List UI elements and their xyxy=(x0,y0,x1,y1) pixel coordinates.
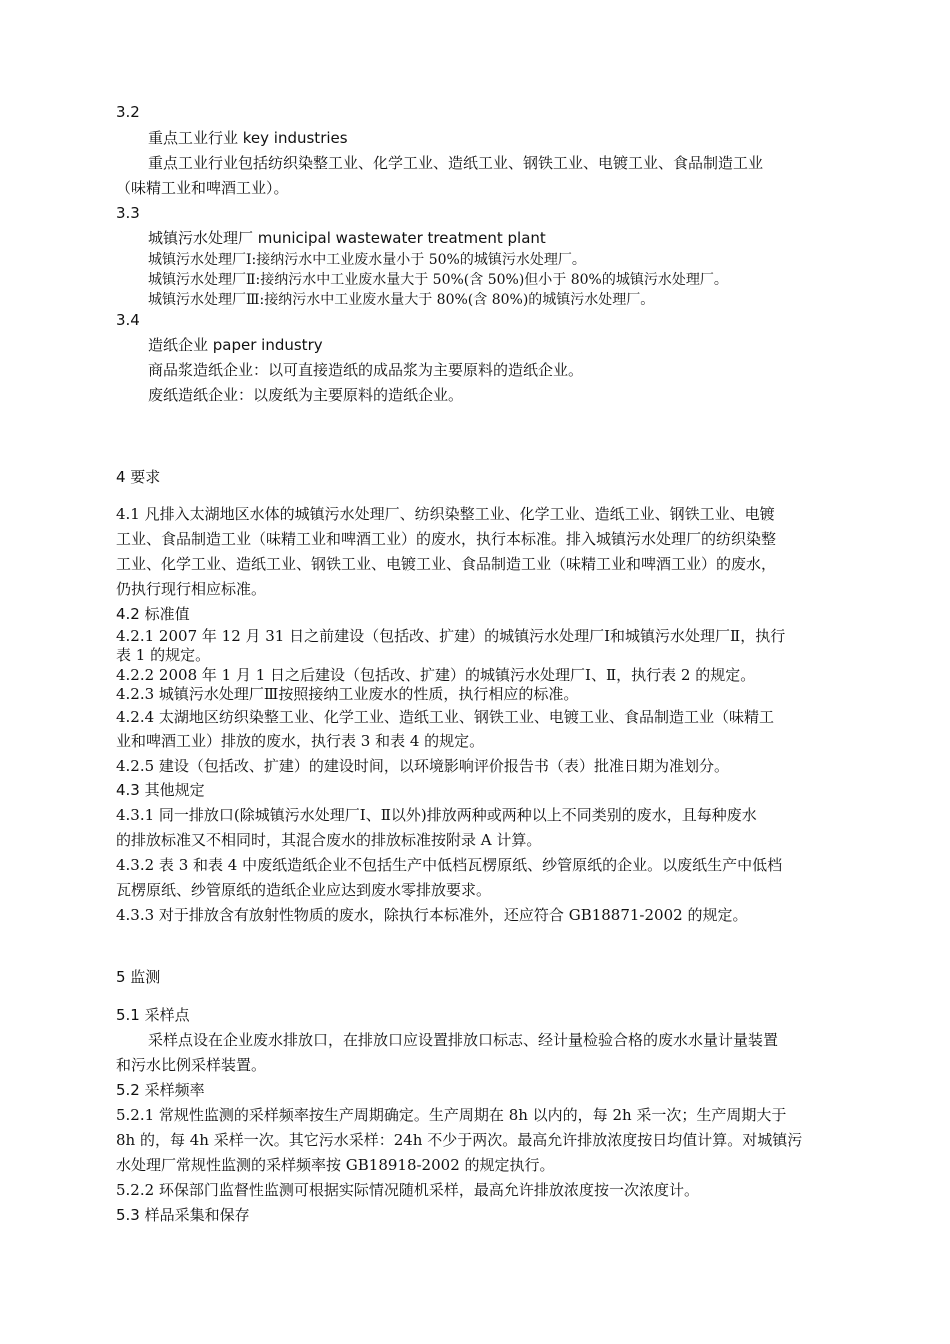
paragraph-line: 和污水比例采样装置。 xyxy=(116,1056,267,1074)
paragraph-line: 表 1 的规定。 xyxy=(116,646,211,664)
paragraph-line: 水处理厂常规性监测的采样频率按 GB18918-2002 的规定执行。 xyxy=(116,1156,555,1174)
paragraph-line: 4.2.4 太湖地区纺织染整工业、化学工业、造纸工业、钢铁工业、电镀工业、食品制造工业（味精工 xyxy=(116,708,774,726)
term-body-line: （味精工业和啤酒工业）。 xyxy=(116,179,289,197)
subsection-heading: 4.2 标准值 xyxy=(116,605,190,623)
paragraph-line: 采样点设在企业废水排放口，在排放口应设置排放口标志、经计量检验合格的废水水量计量装置 xyxy=(148,1031,779,1049)
term-body-line: 城镇污水处理厂Ⅰ:接纳污水中工业废水量小于 50%的城镇污水处理厂。 xyxy=(148,252,586,268)
paragraph-line: 5.2.2 环保部门监督性监测可根据实际情况随机采样，最高允许排放浓度按一次浓度计。 xyxy=(116,1181,699,1199)
paragraph-line: 4.1 凡排入太湖地区水体的城镇污水处理厂、纺织染整工业、化学工业、造纸工业、钢铁工业、电镀 xyxy=(116,505,775,523)
term-body-line: 商品浆造纸企业：以可直接造纸的成品浆为主要原料的造纸企业。 xyxy=(148,361,584,379)
paragraph-line: 4.3.1 同一排放口(除城镇污水处理厂Ⅰ、Ⅱ以外)排放两种或两种以上不同类别的废水，且每种废水 xyxy=(116,806,757,824)
paragraph-line: 5.2.1 常规性监测的采样频率按生产周期确定。生产周期在 8h 以内的，每 2h 采一次；生产周期大于 xyxy=(116,1106,787,1124)
paragraph-line: 的排放标准又不相同时，其混合废水的排放标准按附录 A 计算。 xyxy=(116,831,542,849)
paragraph-line: 4.2.3 城镇污水处理厂Ⅲ按照接纳工业废水的性质，执行相应的标准。 xyxy=(116,685,579,703)
paragraph-line: 瓦楞原纸、纱管原纸的造纸企业应达到废水零排放要求。 xyxy=(116,881,492,899)
term-body-line: 重点工业行业包括纺织染整工业、化学工业、造纸工业、钢铁工业、电镀工业、食品制造工业 xyxy=(148,154,764,172)
paragraph-line: 工业、食品制造工业（味精工业和啤酒工业）的废水，执行本标准。排入城镇污水处理厂的纺织染整 xyxy=(116,530,777,548)
term-body-line: 城镇污水处理厂Ⅱ:接纳污水中工业废水量大于 50%(含 50%)但小于 80%的城镇污水处理厂。 xyxy=(148,272,728,288)
paragraph-line: 4.3.3 对于排放含有放射性物质的废水，除执行本标准外，还应符合 GB18871-2002 的规定。 xyxy=(116,906,748,924)
paragraph-line: 工业、化学工业、造纸工业、钢铁工业、电镀工业、食品制造工业（味精工业和啤酒工业）的废水， xyxy=(116,555,777,573)
term-heading: 造纸企业 paper industry xyxy=(148,336,323,354)
paragraph-line: 业和啤酒工业）排放的废水，执行表 3 和表 4 的规定。 xyxy=(116,732,485,750)
section-heading-4: 4 要求 xyxy=(116,468,161,486)
term-number: 3.4 xyxy=(116,311,140,329)
subsection-heading: 5.1 采样点 xyxy=(116,1006,190,1024)
subsection-heading: 4.3 其他规定 xyxy=(116,781,205,799)
paragraph-line: 仍执行现行相应标准。 xyxy=(116,580,267,598)
paragraph-line: 4.2.5 建设（包括改、扩建）的建设时间，以环境影响评价报告书（表）批准日期为准划分。 xyxy=(116,757,729,775)
subsection-heading: 5.2 采样频率 xyxy=(116,1081,205,1099)
term-number: 3.2 xyxy=(116,103,140,121)
term-body-line: 废纸造纸企业：以废纸为主要原料的造纸企业。 xyxy=(148,386,464,404)
term-heading: 重点工业行业 key industries xyxy=(148,129,348,147)
paragraph-line: 4.2.1 2007 年 12 月 31 日之前建设（包括改、扩建）的城镇污水处理厂Ⅰ和城镇污水处理厂Ⅱ，执行 xyxy=(116,627,786,645)
paragraph-line: 8h 的，每 4h 采样一次。其它污水采样：24h 不少于两次。最高允许排放浓度按日均值计算。对城镇污 xyxy=(116,1131,803,1149)
term-body-line: 城镇污水处理厂Ⅲ:接纳污水中工业废水量大于 80%(含 80%)的城镇污水处理厂。 xyxy=(148,292,655,308)
term-number: 3.3 xyxy=(116,204,140,222)
section-heading-5: 5 监测 xyxy=(116,968,161,986)
paragraph-line: 4.2.2 2008 年 1 月 1 日之后建设（包括改、扩建）的城镇污水处理厂Ⅰ、Ⅱ，执行表 2 的规定。 xyxy=(116,666,756,684)
subsection-heading: 5.3 样品采集和保存 xyxy=(116,1206,250,1224)
term-heading: 城镇污水处理厂 municipal wastewater treatment plant xyxy=(148,229,546,247)
paragraph-line: 4.3.2 表 3 和表 4 中废纸造纸企业不包括生产中低档瓦楞原纸、纱管原纸的企业。以废纸生产中低档 xyxy=(116,856,783,874)
